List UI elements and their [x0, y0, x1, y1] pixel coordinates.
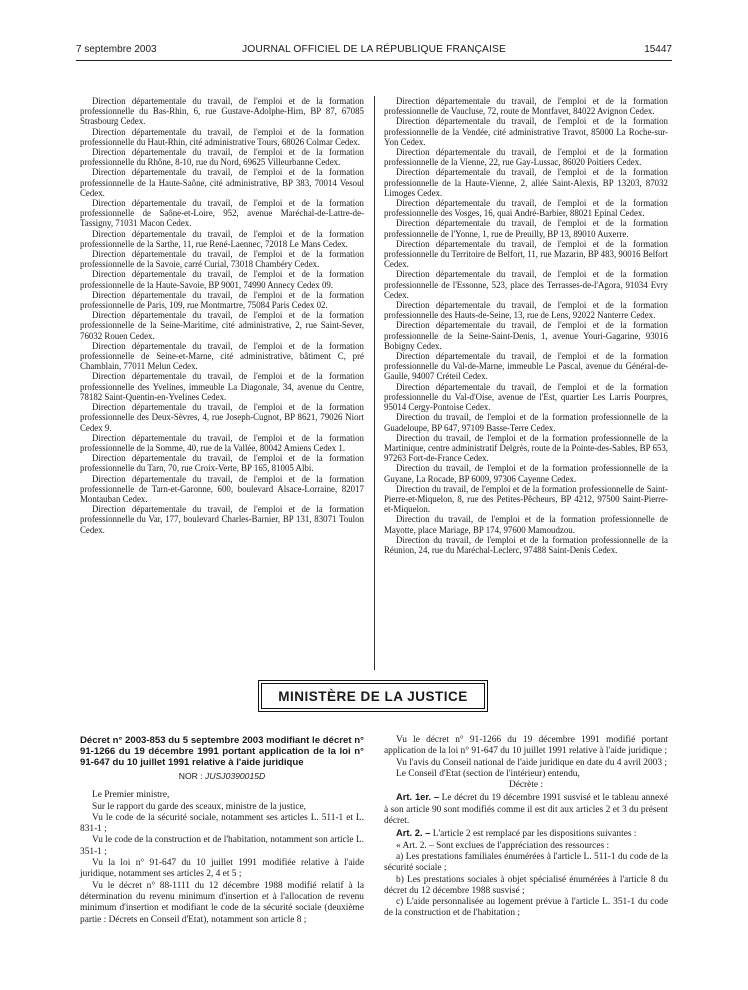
decree-paragraph: Vu l'avis du Conseil national de l'aide juridique en date du 4 avril 2003 ; — [396, 757, 667, 768]
header-journal-title: JOURNAL OFFICIEL DE LA RÉPUBLIQUE FRANÇAISE — [242, 44, 506, 55]
quoted-paragraph: b) Les prestations sociales à objet spécialisé énumérées à l'article 8 du décret du 12 décembre 1988 susvisé ; — [384, 874, 668, 896]
list-item: Direction départementale du travail, de l'emploi et de la formation professionnelle de la Somme, 40, rue de la Vallée, 80042 Amiens Cedex 1. — [80, 432, 364, 453]
decree-paragraph: Sur le rapport du garde des sceaux, ministre de la justice, — [92, 801, 306, 812]
address-list-left — [80, 96, 364, 535]
list-item: Direction départementale du travail, de l'emploi et de la formation professionnelle de la Haute-Saône, cité administrative, BP 383, 70014 Vesoul Cedex. — [80, 167, 364, 198]
list-item: Direction du travail, de l'emploi et de la formation professionnelle de la Guyane, La Rocade, BP 6009, 97306 Cayenne Cedex. — [384, 463, 668, 484]
column-divider — [374, 96, 375, 670]
list-item: Direction départementale du travail, de l'emploi et de la formation professionnelle de Seine-et-Marne, cité administrative, bâtiment C, pré Chamblain, 77011 Melun Cedex. — [80, 340, 364, 372]
list-item: Direction départementale du travail, de l'emploi et de la formation professionnelle de l'Essonne, 523, place des Terrasses-de-l'Agora, 91034 Evry Cedex. — [384, 269, 668, 300]
list-item: Direction départementale du travail, de l'emploi et de la formation professionnelle de Tarn-et-Garonne, 600, boulevard Alsace-Lorraine, 82017 Montauban Cedex. — [80, 473, 364, 504]
decree-paragraph: Vu le code de la sécurité sociale, notamment ses articles L. 511-1 et L. 831-1 ; — [80, 812, 364, 835]
nor-label: NOR : — [178, 771, 203, 781]
list-item: Direction départementale du travail, de l'emploi et de la formation professionnelle de Paris, 109, rue Montmartre, 75084 Paris Cedex 02. — [80, 289, 364, 311]
list-item: Direction du travail, de l'emploi et de la formation professionnelle de la Guadeloupe, BP 647, 97109 Basse-Terre Cedex. — [384, 412, 668, 433]
decree-paragraph: Vu le décret n° 88-1111 du 12 décembre 1988 modifié relatif à la détermination du revenu minimum d'insertion et à l'allocation de revenu minimum d'insertion et modifiant le code de la sécurité sociale (deuxième partie : Décrets en Conseil d'Etat), notamment son article 8 ; — [80, 880, 364, 925]
ministry-heading-box — [258, 680, 488, 712]
list-item: Direction départementale du travail, de l'emploi et de la formation professionnelle des Vosges, 16, quai André-Barbier, 88021 Epinal Cedex. — [384, 198, 668, 219]
list-item: Direction départementale du travail, de l'emploi et de la formation professionnelle de l'Yonne, 1, rue de Preuilly, BP 13, 89010 Auxerre. — [384, 218, 668, 239]
list-item: Direction départementale du travail, de l'emploi et de la formation professionnelle de la Seine-Maritime, cité administrative, 2, rue Saint-Sever, 76032 Rouen Cedex. — [80, 310, 364, 341]
list-item: Direction du travail, de l'emploi et de la formation professionnelle de Saint-Pierre-et-Miquelon, 8, rue des Petites-Pêcheurs, BP 4212, 97500 Saint-Pierre-et-Miquelon. — [384, 483, 668, 515]
article-2 — [384, 827, 668, 840]
nor-reference — [80, 771, 364, 782]
list-item: Direction du travail, de l'emploi et de la formation professionnelle de Mayotte, place Mariage, BP 174, 97600 Mamoudzou. — [384, 514, 668, 535]
list-item: Direction départementale du travail, de l'emploi et de la formation professionnelle des Deux-Sèvres, 4, rue Joseph-Cugnot, BP 8621, 79026 Niort Cedex 9. — [80, 402, 364, 433]
decrete-heading: Décrète : — [508, 780, 544, 791]
decree-paragraph: Vu le code de la construction et de l'habitation, notamment son article L. 351-1 ; — [80, 835, 364, 857]
list-item: Direction départementale du travail, de l'emploi et de la formation professionnelle de la Sarthe, 11, rue René-Laennec, 72018 Le Mans Cedex. — [80, 228, 364, 249]
list-item: Direction départementale du travail, de l'emploi et de la formation professionnelle de la Vienne, 22, rue Gay-Lussac, 86020 Poitiers Cedex. — [384, 147, 668, 168]
quoted-paragraph: c) L'aide personnalisée au logement prévue à l'article L. 351-1 du code de la construction et de l'habitation ; — [384, 897, 668, 919]
article-2-text: L'article 2 est remplacé par les dispositions suivantes : — [430, 829, 637, 840]
list-item: Direction départementale du travail, de l'emploi et de la formation professionnelle de la Savoie, carré Curial, 73018 Chambéry Cedex. — [80, 249, 364, 270]
decree-paragraph: Le Premier ministre, — [92, 790, 170, 801]
article-1-text: Le décret du 19 décembre 1991 susvisé et le tableau annexé à son article 90 sont modifiés comme il est dit aux articles 2 et 3 du présent décret. — [384, 793, 668, 827]
ministry-heading: MINISTÈRE DE LA JUSTICE — [261, 683, 485, 709]
list-item: Direction départementale du travail, de l'emploi et de la formation professionnelle de la Haute-Vienne, 2, allée Saint-Alexis, BP 13203, 87032 Limoges Cedex. — [384, 167, 668, 198]
list-item: Direction départementale du travail, de l'emploi et de la formation professionnelle du Val-de-Marne, immeuble Le Pascal, avenue du Général-de-Gaulle, 94007 Créteil Cedex. — [384, 351, 668, 382]
list-item: Direction départementale du travail, de l'emploi et de la formation professionnelle du Tarn, 70, rue Croix-Verte, BP 165, 81005 Albi. — [80, 453, 364, 474]
decree-title: Décret n° 2003-853 du 5 septembre 2003 modifiant le décret n° 91-1266 du 19 décembre 1991 portant application de la loi n° 91-647 du 10 juillet 1991 relative à l'aide juridique — [80, 735, 364, 768]
list-item: Direction départementale du travail, de l'emploi et de la formation professionnelle de la Vendée, cité administrative Travot, 85000 La Roche-sur-Yon Cedex. — [384, 116, 668, 147]
header-date: 7 septembre 2003 — [76, 44, 157, 55]
list-item: Direction départementale du travail, de l'emploi et de la formation professionnelle du Val-d'Oise, avenue de l'Est, quartier Les Larris Pourpres, 95014 Cergy-Pontoise Cedex. — [384, 381, 668, 413]
nor-code: JUSJ0390015D — [205, 771, 266, 781]
decree-paragraph: Vu le décret n° 91-1266 du 19 décembre 1991 modifié portant application de la loi n° 91-647 du 10 juillet 1991 relative à l'aide juridique ; — [384, 735, 668, 757]
list-item: Direction du travail, de l'emploi et de la formation professionnelle de la Réunion, 24, rue du Maréchal-Leclerc, 97488 Saint-Denis Cedex. — [384, 534, 668, 555]
list-item: Direction départementale du travail, de l'emploi et de la formation professionnelle du Territoire de Belfort, 11, rue Mazarin, BP 483, 90016 Belfort Cedex. — [384, 238, 668, 270]
decree-left-column — [80, 735, 364, 926]
list-item: Direction départementale du travail, de l'emploi et de la formation professionnelle de Saône-et-Loire, 952, avenue Maréchal-de-Lattre-de-Tassigny, 71031 Macon Cedex. — [80, 198, 364, 229]
list-item: Direction départementale du travail, de l'emploi et de la formation professionnelle du Var, 177, boulevard Charles-Barnier, BP 131, 83071 Toulon Cedex. — [80, 504, 364, 535]
list-item: Direction départementale du travail, de l'emploi et de la formation professionnelle du Haut-Rhin, cité administrative Tours, 68026 Colmar Cedex. — [80, 126, 364, 147]
list-item: Direction départementale du travail, de l'emploi et de la formation professionnelle de Vaucluse, 72, route de Montfavet, 84022 Avignon Cedex. — [384, 96, 668, 117]
list-item: Direction départementale du travail, de l'emploi et de la formation professionnelle du Bas-Rhin, 6, rue Gustave-Adolphe-Hirn, BP 87, 67085 Strasbourg Cedex. — [80, 96, 364, 127]
quoted-paragraph: « Art. 2. – Sont exclues de l'appréciation des ressources : — [396, 840, 610, 851]
address-list-right — [384, 96, 668, 555]
list-item: Direction du travail, de l'emploi et de la formation professionnelle de la Martinique, centre administratif Delgrès, route de la Pointe-des-Sables, BP 653, 97263 Fort-de-France Cedex. — [384, 432, 668, 464]
header-page-number: 15447 — [644, 44, 672, 55]
quoted-paragraph: a) Les prestations familiales énumérées à l'article L. 511-1 du code de la sécurité sociale ; — [384, 851, 668, 874]
list-item: Direction départementale du travail, de l'emploi et de la formation professionnelle de la Haute-Savoie, BP 9001, 74990 Annecy Cedex 09. — [80, 269, 364, 290]
decree-paragraph: Le Conseil d'Etat (section de l'intérieur) entendu, — [396, 768, 580, 779]
list-item: Direction départementale du travail, de l'emploi et de la formation professionnelle des Yvelines, immeuble La Diagonale, 34, avenue du Centre, 78182 Saint-Quentin-en-Yvelines Cedex. — [80, 371, 364, 402]
list-item: Direction départementale du travail, de l'emploi et de la formation professionnelle de la Seine-Saint-Denis, 1, avenue Youri-Gagarine, 93016 Bobigny Cedex. — [384, 320, 668, 351]
list-item: Direction départementale du travail, de l'emploi et de la formation professionnelle du Rhône, 8-10, rue du Nord, 69625 Villeurbanne Cedex. — [80, 147, 364, 168]
header-rule — [76, 60, 672, 61]
article-1 — [384, 791, 668, 827]
article-2-label: Art. 2. – — [396, 827, 431, 839]
decree-paragraph: Vu la loi n° 91-647 du 10 juillet 1991 modifiée relative à l'aide juridique, notamment ses articles 2, 4 et 5 ; — [80, 858, 364, 880]
article-1-label: Art. 1er. – — [396, 791, 440, 803]
decree-right-column — [384, 735, 668, 920]
list-item: Direction départementale du travail, de l'emploi et de la formation professionnelle des Hauts-de-Seine, 13, rue de Lens, 92022 Nanterre Cedex. — [384, 300, 668, 321]
page-header — [76, 44, 672, 58]
